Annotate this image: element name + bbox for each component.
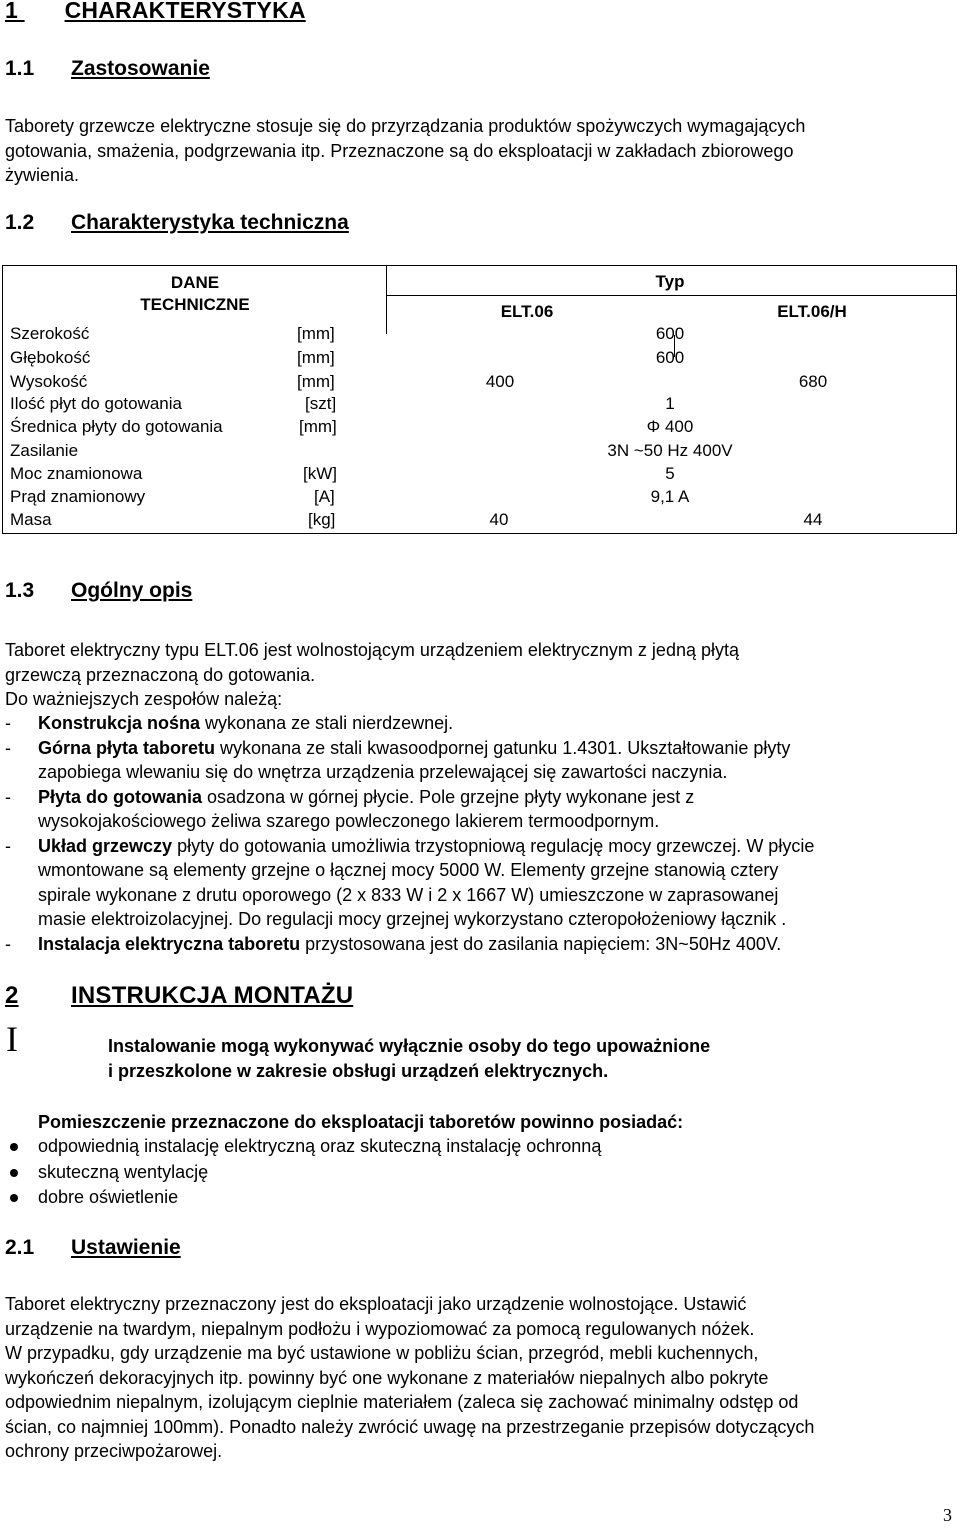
warning-line-1: Instalowanie mogą wykonywać wyłącznie osoby do tego upoważnione	[108, 1036, 711, 1056]
item-title: Płyta do gotowania	[38, 786, 203, 807]
table-column-elt06h: ELT.06/H	[777, 302, 847, 321]
item-title: Instalacja elektryczna taboretu	[38, 933, 301, 954]
item-title: Górna płyta taboretu	[38, 737, 216, 758]
section-1-heading	[5, 0, 306, 24]
row-unit: [szt]	[305, 394, 337, 413]
section-1-3-heading	[5, 579, 192, 603]
item-title: Układ grzewczy	[38, 835, 173, 856]
row-unit: [mm]	[297, 348, 335, 367]
item-text: wykonana ze stali nierdzewnej.	[200, 713, 454, 733]
section-1-title: CHARAKTERYSTYKA	[64, 0, 306, 23]
list-item: - Instalacja elektryczna taboretu przystosowana jest do zasilania napięciem: 3N~50Hz 400V.	[5, 933, 782, 954]
row-name: Ilość płyt do gotowania	[10, 394, 182, 413]
paragraph-line: Do ważniejszych zespołów należą:	[5, 689, 283, 709]
row-name: Głębokość	[10, 348, 91, 367]
list-item-text: dobre oświetlenie	[38, 1187, 179, 1207]
row-unit: [mm]	[297, 372, 335, 391]
paragraph-line: wykończeń dekoracyjnych itp. powinny być one wykonane z materiałów niepalnych albo pokryte	[5, 1367, 769, 1388]
section-1-2-heading	[5, 211, 349, 235]
paragraph-line: W przypadku, gdy urządzenie ma być ustawione w pobliżu ścian, przegród, mebli kuchennych,	[5, 1343, 759, 1363]
item-title: Konstrukcja nośna	[38, 713, 201, 733]
list-item: - Płyta do gotowania osadzona w górnej płycie. Pole grzejne płyty wykonane jest z wysokojakościowego żeliwa szarego powleczonego lakierem termoodpornym.	[5, 785, 814, 834]
row-value: Φ 400	[646, 417, 694, 436]
paragraph-line: gotowania, smażenia, podgrzewania itp. Przeznaczone są do eksploatacji w zakładach zbiorowego	[5, 140, 794, 161]
section-1-2-title: Charakterystyka techniczna	[71, 211, 349, 234]
room-requirements-heading: Pomieszczenie przeznaczone do eksploatacji taboretów powinno posiadać:	[38, 1112, 684, 1132]
row-value: 3N ~50 Hz 400V	[607, 441, 733, 460]
item-text: masie elektroizolacyjnej. Do regulacji mocy grzejnej wykorzystano czteropołożeniowy łącznik .	[38, 909, 787, 929]
paragraph-line: Taboret elektryczny typu ELT.06 jest wolnostojącym urządzeniem elektrycznym z jedną płytą	[5, 640, 739, 660]
row-value-elt06h: 44	[803, 510, 823, 529]
section-1-1-title: Zastosowanie	[71, 57, 210, 80]
row-name: Szerokość	[10, 324, 90, 343]
item-text: przystosowana jest do zasilania napięciem: 3N~50Hz 400V.	[300, 933, 782, 954]
bullet-icon	[10, 1194, 18, 1202]
table-column-elt06: ELT.06	[500, 302, 554, 321]
section-2-heading	[5, 982, 353, 1010]
table-header-type: Typ	[655, 272, 685, 291]
row-unit: [A]	[314, 487, 335, 506]
paragraph-line: ścian, co najmniej 100mm). Ponadto należy zwrócić uwagę na przestrzeganie przepisów dotyczących	[5, 1416, 815, 1437]
row-unit: [kg]	[308, 510, 336, 529]
paragraph-line: żywienia.	[5, 165, 80, 185]
paragraph-line: Taborety grzewcze elektryczne stosuje się do przyrządzania produktów spożywczych wymagających	[5, 116, 806, 136]
section-1-3-intro	[5, 638, 950, 712]
list-item: - Konstrukcja nośna wykonana ze stali nierdzewnej.	[5, 713, 454, 733]
item-text: wysokojakościowego żeliwa szarego powleczonego lakierem termoodpornym.	[38, 811, 660, 831]
row-name: Wysokość	[10, 372, 88, 391]
row-value: 1	[665, 394, 675, 413]
row-value: 600	[655, 348, 685, 367]
list-item-text: odpowiednią instalację elektryczną oraz skuteczną instalację ochronną	[38, 1136, 602, 1156]
row-name: Masa	[10, 510, 52, 529]
row-name: Zasilanie	[10, 441, 79, 460]
item-text: zapobiega wlewaniu się do wnętrza urządzenia przelewającej się zawartości naczynia.	[38, 762, 728, 782]
section-2-title: INSTRUKCJA MONTAŻU	[71, 982, 354, 1009]
row-value: 9,1 A	[650, 487, 690, 506]
row-value-elt06h: 680	[798, 372, 828, 391]
section-2-1-title: Ustawienie	[71, 1236, 181, 1259]
section-1-2-number: 1.2	[5, 211, 35, 234]
list-item-text: skuteczną wentylację	[38, 1161, 209, 1182]
paragraph-line: odpowiednim niepalnym, izolującym cieplnie materiałem (zaleca się zachować minimalny odstęp od	[5, 1392, 799, 1412]
page-number: 3	[943, 1505, 952, 1525]
section-1-1-heading	[5, 57, 210, 81]
warning-symbol: I	[6, 1019, 18, 1059]
item-text: wykonana ze stali kwasoodpornej gatunku 1.4301. Ukształtowanie płyty	[215, 737, 791, 758]
row-value-elt06: 400	[485, 372, 515, 391]
row-name: Średnica płyty do gotowania	[10, 417, 223, 436]
section-1-3-title: Ogólny opis	[71, 579, 193, 602]
item-text: spirale wykonane z drutu oporowego (2 x 833 W i 2 x 1667 W) umieszczone w zaprasowanej	[38, 884, 779, 905]
section-1-number: 1	[5, 0, 18, 23]
components-list	[5, 711, 814, 956]
list-item: - Układ grzewczy płyty do gotowania umożliwia trzystopniową regulację mocy grzewczej. W płycie wmontowane są elementy grzejne o łącznej mocy 5000 W. Elementy grzejne stanowią cztery spirale wykonane z drutu oporowego (2 x 833 W i 2 x 1667 W) umieszczone w zaprasowanej masie elektroizolacyjnej. Do regulacji mocy grzejnej wykorzystano czteropołożeniowy łącznik .	[5, 834, 814, 932]
section-1-3-number: 1.3	[5, 579, 35, 602]
section-1-1-paragraph	[5, 114, 950, 188]
list-item: - Górna płyta taboretu wykonana ze stali kwasoodpornej gatunku 1.4301. Ukształtowanie płyty zapobiega wlewaniu się do wnętrza urządzenia przelewającej się zawartości naczynia.	[5, 736, 814, 785]
section-2-number: 2	[5, 982, 19, 1009]
item-text: płyty do gotowania umożliwia trzystopniową regulację mocy grzewczej. W płycie	[172, 835, 815, 856]
row-unit: [mm]	[297, 324, 335, 343]
table-header-technical: TECHNICZNE	[140, 295, 250, 314]
row-name: Prąd znamionowy	[10, 487, 146, 506]
section-2-1-number: 2.1	[5, 1236, 35, 1259]
bullet-icon	[10, 1143, 18, 1151]
warning-line-2: i przeszkolone w zakresie obsługi urządzeń elektrycznych.	[108, 1061, 609, 1081]
section-2-1-paragraph	[5, 1292, 950, 1464]
section-2-1-heading	[5, 1236, 181, 1260]
paragraph-line: grzewczą przeznaczoną do gotowania.	[5, 664, 316, 685]
table-header-data: DANE	[170, 273, 220, 292]
item-text: osadzona w górnej płycie. Pole grzejne płyty wykonane jest z	[202, 786, 695, 807]
section-1-1-number: 1.1	[5, 57, 35, 80]
item-text: wmontowane są elementy grzejne o łącznej mocy 5000 W. Elementy grzejne stanowią cztery	[38, 860, 779, 880]
row-value-elt06: 40	[489, 510, 509, 529]
paragraph-line: Taboret elektryczny przeznaczony jest do eksploatacji jako urządzenie wolnostojące. Ustawić	[5, 1294, 747, 1314]
row-value: 5	[665, 464, 675, 483]
row-name: Moc znamionowa	[10, 464, 143, 483]
row-unit: [kW]	[303, 464, 337, 483]
row-unit: [mm]	[299, 417, 337, 436]
row-value: 600	[655, 324, 685, 343]
bullet-icon	[10, 1169, 18, 1177]
paragraph-line: ochrony przeciwpożarowej.	[5, 1441, 223, 1461]
paragraph-line: urządzenie na twardym, niepalnym podłożu i wypoziomować za pomocą regulowanych nóżek.	[5, 1318, 755, 1339]
